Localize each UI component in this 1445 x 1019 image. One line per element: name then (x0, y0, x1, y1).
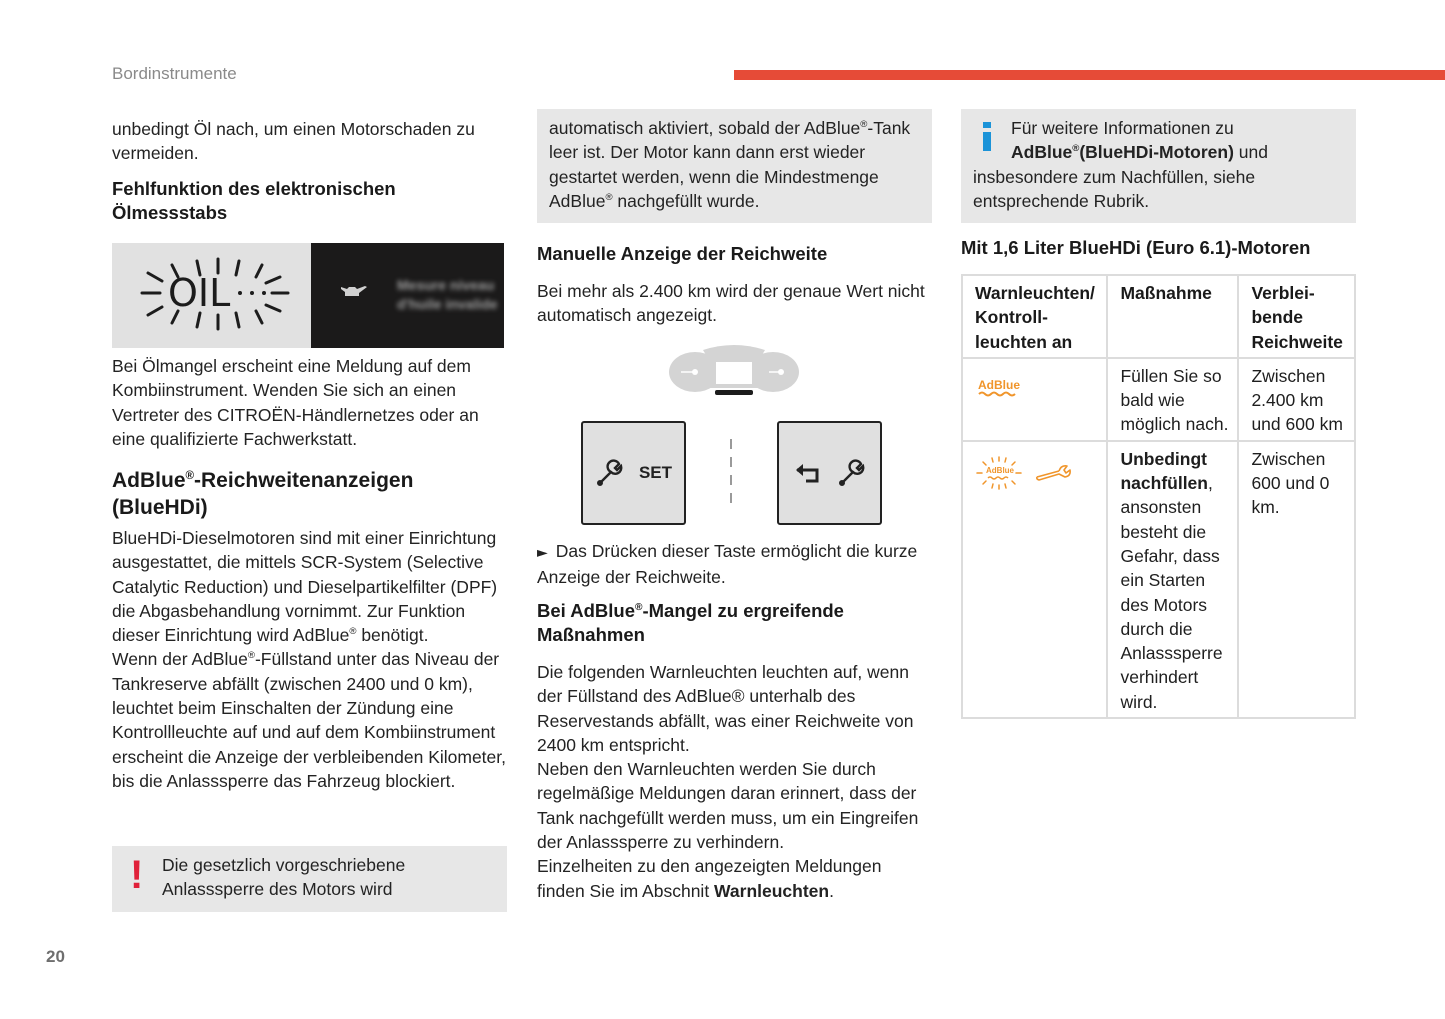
warning-box (112, 846, 507, 912)
info-box: Für weitere Informationen zu AdBlue®(BlueHDi-Motoren) und insbesondere zum Nachfüllen, siehe entsprechende Rubrik. (961, 109, 1356, 223)
table-row (962, 358, 1355, 441)
svg-text:OIL: OIL (168, 271, 231, 315)
adblue-flashing-lamp-icon (975, 456, 1023, 490)
warning-icon: ! (130, 853, 144, 897)
header-action: Maßnahme (1107, 275, 1238, 358)
table-row (962, 441, 1355, 718)
adblue-lamp-icon (975, 377, 1023, 401)
oil-can-icon (339, 283, 371, 304)
lamp-cell (962, 358, 1107, 441)
continued-warning-box: automatisch aktiviert, sobald der AdBlue®-Tank leer ist. Der Motor kann dann erst wieder gestartet werden, wenn die Mindestmenge AdBlue® nachgefüllt wurde. (537, 109, 932, 223)
service-wrench-icon (1035, 464, 1073, 482)
header-range: Verblei-bende Reichweite (1238, 275, 1355, 358)
action-cell: Füllen Sie so bald wie möglich nach. (1107, 358, 1238, 441)
measures-heading: Bei AdBlue®-Mangel zu ergreifende Maßnahmen (537, 600, 844, 646)
table-header-row (962, 275, 1355, 358)
svg-text:AdBlue: AdBlue (986, 465, 1014, 475)
page-number: 20 (46, 947, 65, 966)
cluster-screen (311, 243, 504, 348)
back-arrow-icon (793, 461, 823, 485)
warning-text: Die gesetzlich vorgeschriebene Anlasssperre des Motors wird (162, 855, 406, 900)
oil-lamp-icon (112, 243, 311, 348)
range-cell: Zwischen 600 und 0 km. (1238, 441, 1355, 718)
svg-text:AdBlue: AdBlue (978, 377, 1020, 392)
range-cell: Zwischen 2.400 km und 600 km (1238, 358, 1355, 441)
bullet-item: ► Das Drücken dieser Taste ermöglicht die kurze Anzeige der Reichweite. (537, 541, 918, 588)
oil-paragraph: Bei Ölmangel erscheint eine Meldung auf dem Kombiinstrument. Wenden Sie sich an einen Vertreter des CITROËN-Händlernetzes oder an eine qualifizierte Fachwerkstatt. (112, 356, 479, 449)
bullet-marker: ► (537, 545, 548, 561)
dashboard-buttons-figure (581, 342, 883, 527)
action-cell: Unbedingt nachfüllen, ansonsten besteht die Gefahr, dass ein Starten des Motors durch die Anlasssperre verhindert wird. (1107, 441, 1238, 718)
divider-dashed (729, 439, 733, 509)
oil-warning-lamp (112, 243, 311, 348)
instrument-cluster-icon (669, 342, 799, 397)
set-button[interactable]: SET (581, 421, 686, 525)
adblue-heading: AdBlue®-Reichweitenanzeigen (BlueHDi) (112, 469, 414, 519)
intro-paragraph: unbedingt Öl nach, um einen Motorschaden zu vermeiden. (112, 119, 475, 164)
adblue-paragraph-1: BlueHDi-Dieselmotoren sind mit einer Einrichtung ausgestattet, die mittels SCR-System (Selective Catalytic Reduction) und Dieselpartikelfilter (DPF) die Abgasbehandlung vornimmt. Zur Funktion dieser Einrichtung wird AdBlue® benötigt. Wenn der AdBlue®-Füllstand unter das Niveau der Tankreserve abfällt (zwischen 2400 und 0 km), leuchtet beim Einschalten der Zündung eine Kontrollleuchte auf und auf dem Kombiinstrument erscheint die Anzeige der verbleibenden Kilometer, bis die Anlasssperre das Fahrzeug blockiert. (112, 528, 506, 791)
header-lamps: Warnleuchten/ Kontroll-leuchten an (962, 275, 1107, 358)
accent-bar (734, 70, 1445, 80)
oil-fault-heading: Fehlfunktion des elektronischen Ölmessstabs (112, 178, 396, 224)
manual-range-paragraph: Bei mehr als 2.400 km wird der genaue Wert nicht automatisch angezeigt. (537, 281, 925, 326)
oil-figure (112, 243, 504, 348)
lamp-cell (962, 441, 1107, 718)
warning-lights-table (961, 274, 1356, 719)
measures-paragraph: Die folgenden Warnleuchten leuchten auf, wenn der Füllstand des AdBlue® unterhalb des Reservestands abfällt, was einer Reichweite von 2400 km entspricht. Neben den Warnleuchten werden Sie durch regelmäßige Meldungen daran erinnert, dass der Tank nachgefüllt werden muss, um ein Eingreifen der Anlasssperre zu verhindern. Einzelheiten zu den angezeigten Meldungen finden Sie im Abschnit Warnleuchten. (537, 662, 919, 901)
wrench-icon (837, 458, 867, 488)
blurred-message: Mesure niveau d'huile invalide (397, 277, 498, 312)
back-wrench-button[interactable] (777, 421, 882, 525)
table-title: Mit 1,6 Liter BlueHDi (Euro 6.1)-Motoren (961, 237, 1311, 258)
wrench-icon (595, 458, 625, 488)
warnleuchten-reference: Warnleuchten (714, 880, 830, 901)
section-header: Bordinstrumente (112, 64, 237, 83)
info-icon (983, 122, 991, 152)
manual-range-heading: Manuelle Anzeige der Reichweite (537, 243, 828, 264)
